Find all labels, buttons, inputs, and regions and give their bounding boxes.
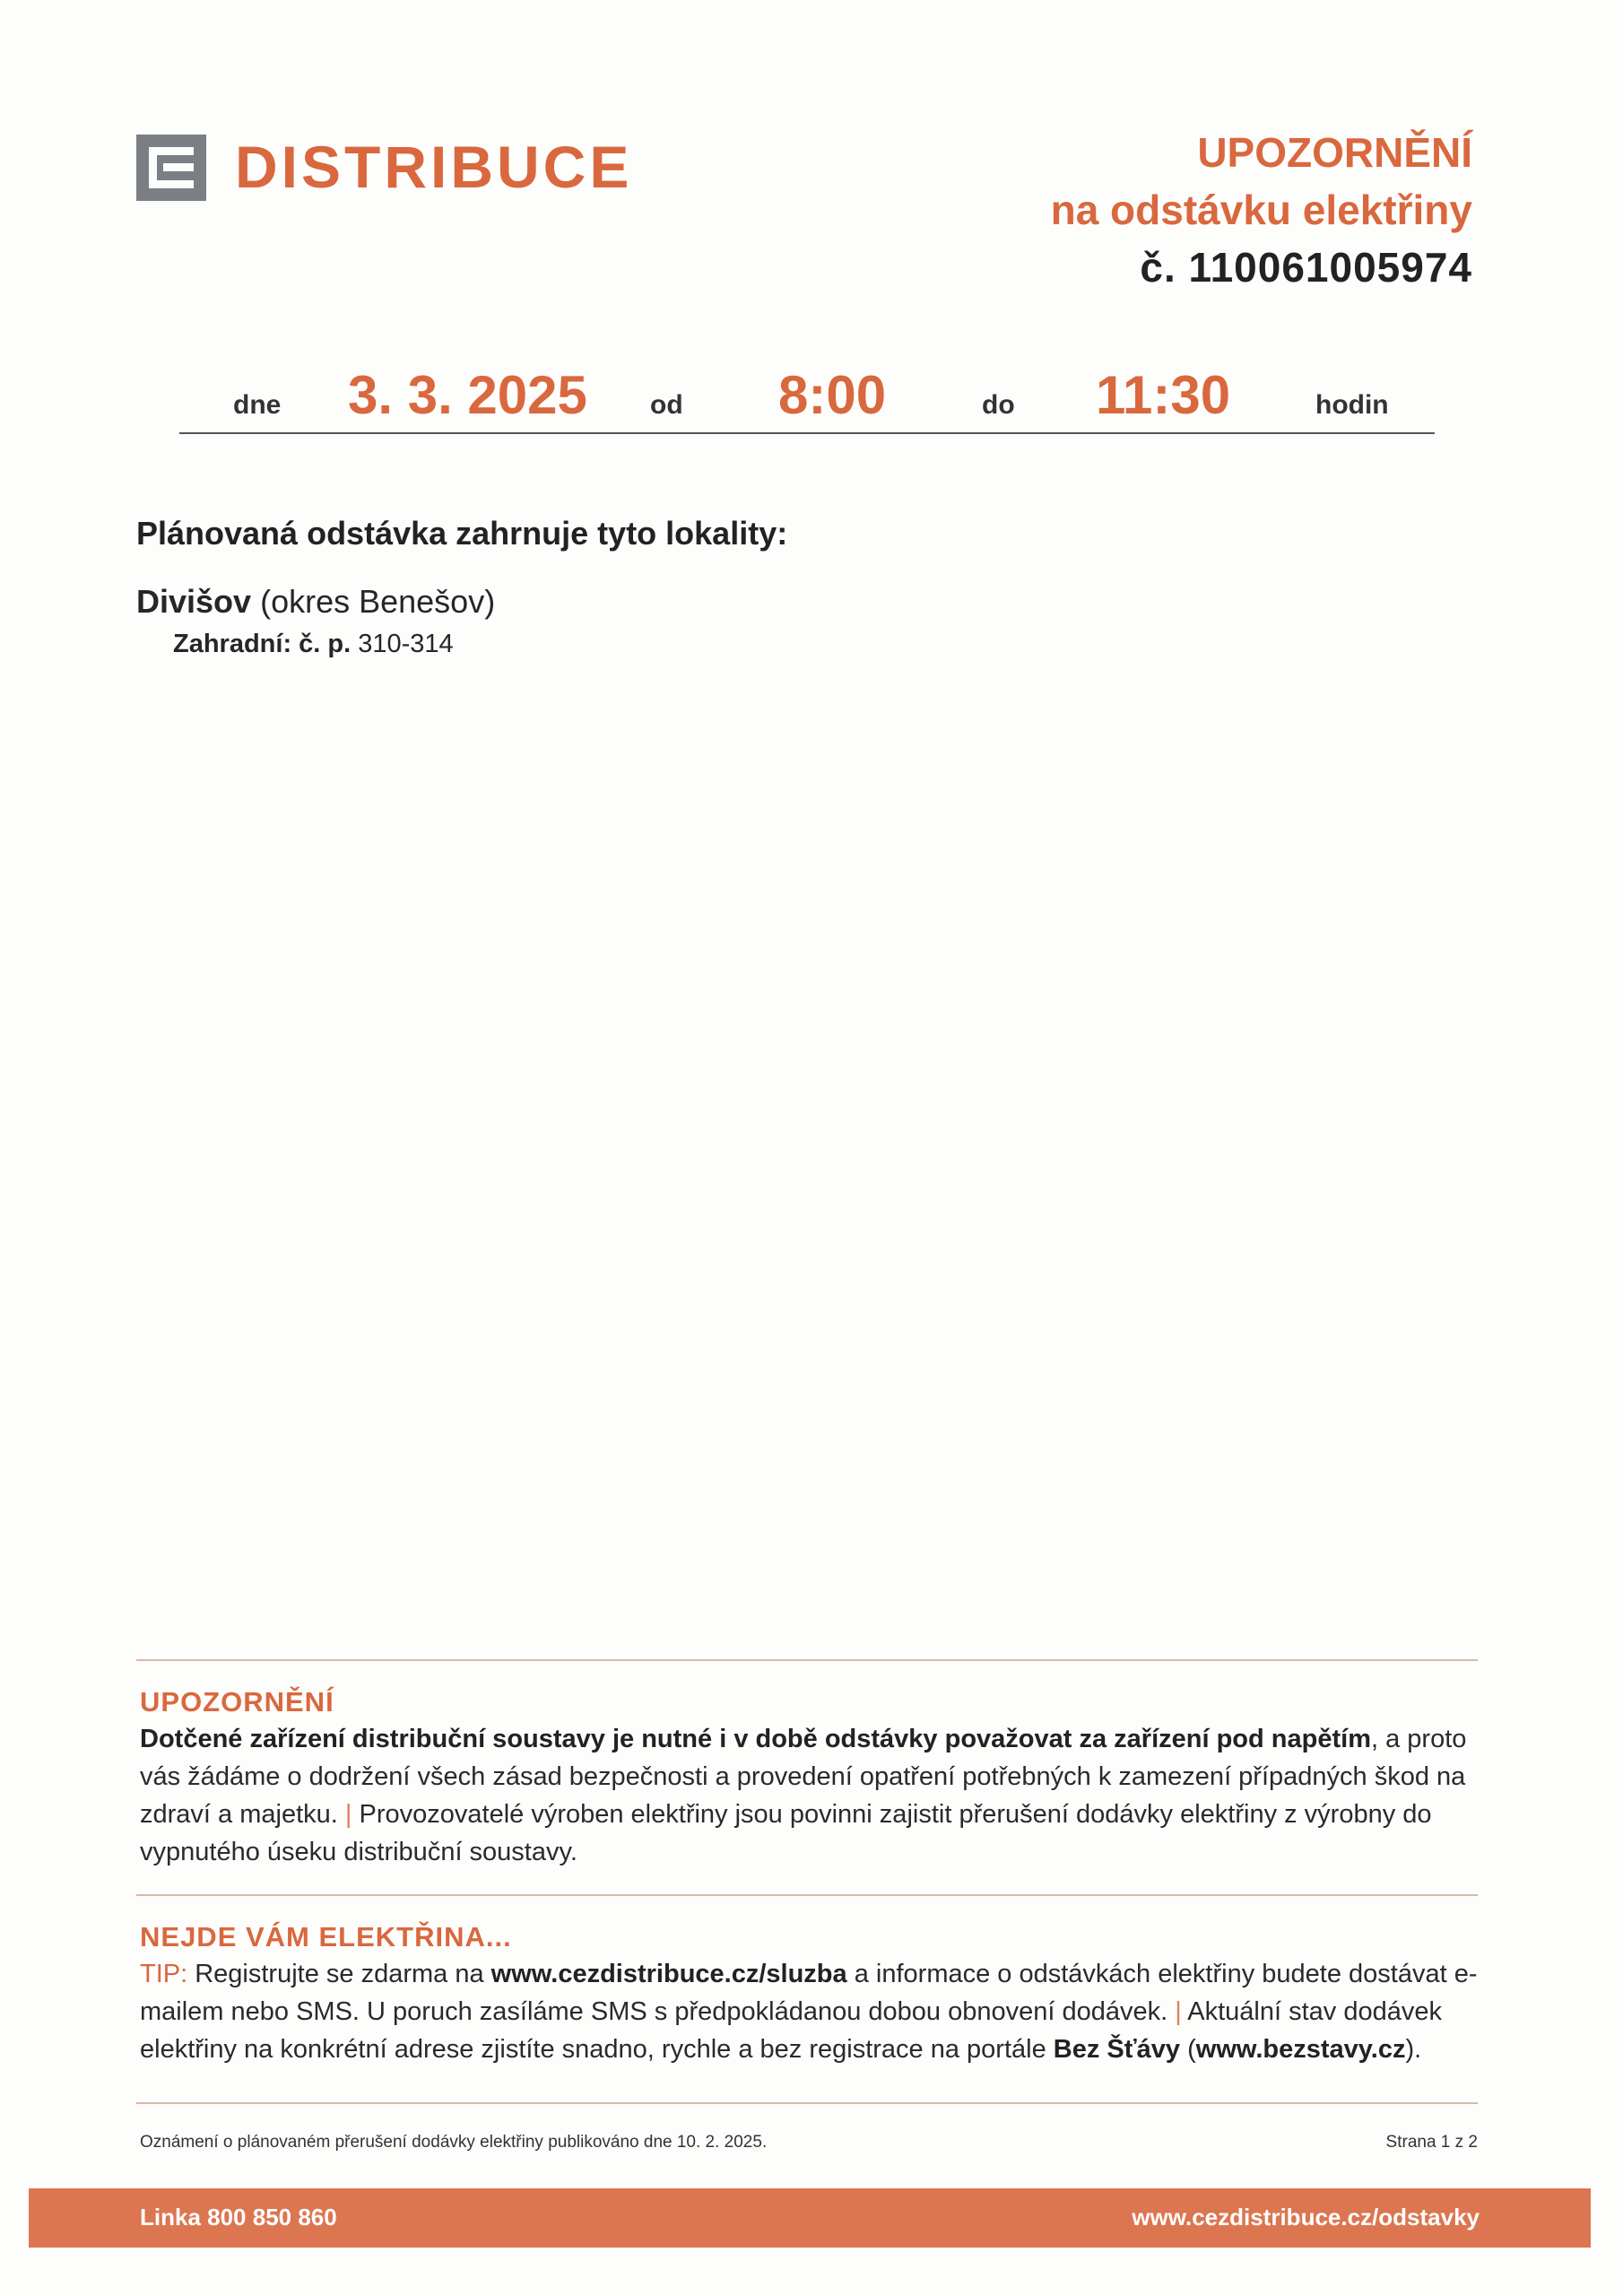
separator: | [1175, 1997, 1182, 2026]
outages-link[interactable]: www.cezdistribuce.cz/odstavky [1132, 2204, 1480, 2231]
divider [136, 1659, 1478, 1661]
brand-name: DISTRIBUCE [235, 134, 633, 200]
warning-text [140, 1720, 1485, 1871]
published-note: Oznámení o plánovaném přerušení dodávky elektřiny publikováno dne 10. 2. 2025. [140, 2133, 768, 2152]
od-label: od [650, 390, 683, 420]
notice-line-2: na odstávku elektřiny [1050, 187, 1472, 233]
portal-name: Bez Šťávy [1053, 2035, 1181, 2064]
notice-title [1051, 124, 1472, 296]
footer-bar [29, 2188, 1591, 2248]
do-label: do [982, 390, 1015, 420]
street-numbers: 310-314 [358, 630, 454, 658]
warning-title: UPOZORNĚNÍ [140, 1686, 334, 1718]
outage-start: 8:00 [778, 365, 887, 425]
warning-text-1: , a proto vás žádáme o dodržení všech zásad bezpečnosti a provedení opatření potřebných k zamezení případných škod na zdraví a majetku. [140, 1725, 1467, 1829]
hodin-label: hodin [1315, 390, 1389, 420]
outage-time-row [179, 363, 1435, 426]
dne-label: dne [233, 390, 282, 420]
notice-number: č. 110061005974 [1140, 244, 1472, 291]
tip-label: TIP: [140, 1960, 188, 1988]
separator: | [344, 1800, 352, 1829]
hotline: Linka 800 850 860 [140, 2204, 337, 2231]
tip-text-1: Registrujte se zdarma na [195, 1960, 484, 1988]
tip-text-2: a informace o odstávkách elektřiny budete dostávat e-mailem nebo SMS. U poruch zasíláme SMS s předpokládanou dobou obnovení dodávek. [140, 1960, 1478, 2026]
location-street [173, 630, 454, 659]
locations-heading: Plánovaná odstávka zahrnuje tyto lokality: [136, 515, 788, 552]
notice-line-1: UPOZORNĚNÍ [1197, 129, 1472, 176]
tip-text-3: Aktuální stav dodávek elektřiny na konkrétní adrese zjistíte snadno, rychle a bez registrace na portále [140, 1997, 1442, 2064]
warning-text-2: Provozovatelé výroben elektřiny jsou povinni zajistit přerušení dodávky elektřiny z výrobny do vypnutého úseku distribuční soustavy. [140, 1800, 1432, 1866]
warning-bold: Dotčené zařízení distribuční soustavy je nutné i v době odstávky považovat za zařízení pod napětím [140, 1725, 1371, 1753]
page-number: Strana 1 z 2 [1385, 2133, 1478, 2152]
outage-end: 11:30 [1096, 365, 1231, 425]
location-town [136, 583, 495, 621]
link-close: ). [1405, 2035, 1422, 2064]
bezstavy-link[interactable]: www.bezstavy.cz [1195, 2035, 1406, 2064]
divider [136, 1894, 1478, 1896]
cez-logo-icon [136, 135, 206, 201]
outage-date: 3. 3. 2025 [348, 365, 587, 425]
link-open: ( [1187, 2035, 1196, 2064]
tip-title: NEJDE VÁM ELEKTŘINA... [140, 1921, 512, 1952]
tip-text [140, 1955, 1485, 2068]
town-name: Divišov [136, 583, 252, 620]
town-district: (okres Benešov) [260, 583, 496, 620]
divider [136, 2102, 1478, 2104]
street-label: Zahradní: č. p. [173, 630, 352, 658]
date-underline [179, 432, 1435, 434]
service-link[interactable]: www.cezdistribuce.cz/sluzba [490, 1960, 847, 1988]
